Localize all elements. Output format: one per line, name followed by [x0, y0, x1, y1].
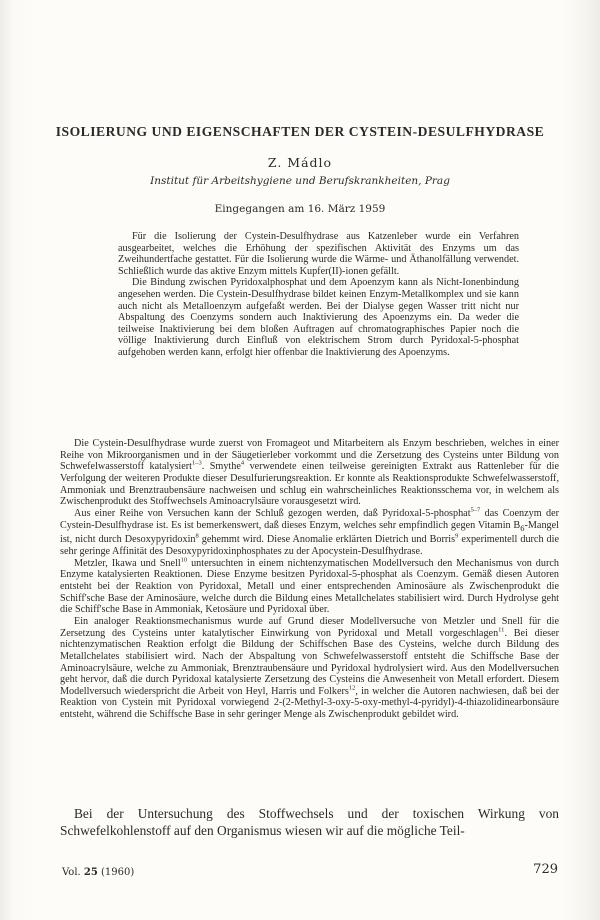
citation: 4 [240, 459, 245, 467]
text-run: gehemmt wird. Diese Anomalie erklärten Dietrich und Borris [198, 534, 456, 546]
body-text [60, 438, 559, 721]
page-number: 729 [533, 862, 558, 877]
text-run: untersuchten in einem nichtenzymatischen Modellversuch den Mechanismus von durch Enzyme katalysierten Reaktionen. Diese Enzyme besitzen Pyridoxal-5-phosphat als Coenzym. Gemäß diesen Autoren entsteht bei der Reaktion von Pyridoxal, Metall und einer entsprechenden Aminosäure als Zwischenprodukt die Schiff'sche Base der Aminosäure, welche durch die Bildung eines Metallchelates stabilisiert wird. Durch Hydrolyse geht die Schiff'sche Base in Ammoniak, Ketosäure und Pyridoxal über. [60, 557, 559, 616]
abstract-paragraph: Die Bindung zwischen Pyridoxalphosphat und dem Apoenzym kann als Nicht-Ionenbindung angesehen werden. Die Cystein-Desulfhydrase bildet keinen Enzym-Metallkomplex und sie kann auch nicht als Metalloenzym aufgefaßt werden. Bei der Dialyse gegen Wasser tritt nicht nur Abspaltung des Coenzyms sondern auch Inaktivierung des Apoenzyms ein. Da weder die teilweise Inaktivierung bei dem bloßen Auftragen auf chromatographisches Papier noch die völlige Inaktivierung durch Einfluß von elektrischem Strom durch Pyridoxal-5-phosphat aufgehoben werden kann, erfolgt hier offenbar die Inaktivierung des Apoenzyms. [118, 277, 519, 358]
text-run: Metzler, Ikawa und Snell [74, 557, 181, 569]
text-run: verwendete einen teilweise gereinigten Extrakt aus Rattenleber für die Verfolgung der weiteren Produkte dieser Desulfurierungsreaktion. Er konnte als Reaktionsprodukte Schwefelwasserstoff, Ammoniak und Brenztraubensäure nachweisen und schlug ein wahrscheinliches Reaktionsschema vor, in welchem als Zwischenprodukt des Stoffwechsels Aminoacrylsäure vorausgesetzt wird. [60, 461, 559, 508]
large-print-paragraph: Bei der Untersuchung des Stoffwechsels und der toxischen Wirkung von Schwefelkohlenstoff auf den Organismus wiesen wir auf die mögliche Teil- [60, 806, 559, 838]
body-paragraph [60, 508, 559, 558]
text-run: Die Cystein-Desulfhydrase wurde zuerst von Fromageot und Mitarbeitern als Enzym beschrieben, welches in einer Reihe von Mikroorganismen und in der Säugetierleber vorkommt und die Zersetzung des Cysteins unter Bildung von Schwefelwasserstoff katalysiert [60, 438, 559, 473]
abstract-paragraph: Für die Isolierung der Cystein-Desulfhydrase aus Katzenleber wurde ein Verfahren ausgearbeitet, welches die Erhöhung der spezifischen Aktivität des Enzyms um das Zweihundertfache gestattet. Für die Isolierung wurde die Wärme- und Äthanolfällung verwendet. Schließlich wurde das aktive Enzym mittels Kupfer(II)-ionen gefällt. [118, 231, 519, 277]
author-name: Z. Mádlo [267, 155, 333, 170]
article-title: ISOLIERUNG UND EIGENSCHAFTEN DER CYSTEIN-DESULFHYDRASE [55, 124, 545, 139]
text-run: das Coenzym der Cystein-Desulfhydrase ist. Es ist bemerkenswert, daß dieses Enzym, welches sehr empfindlich gegen Vitamin B [60, 507, 559, 531]
author-institute: Institut für Arbeitshygiene und Berufskrankheiten, Prag [150, 175, 450, 187]
text-run: , in welcher die Autoren nachwiesen, daß bei der Reaktion von Cystein mit Pyridoxal vorwiegend 2-(2-Methyl-3-oxy-5-oxy-methyl-4-pyridyl)-4-thiazolidinearbonsäure entsteht, während die Schiffsche Base in sehr geringer Menge als Zwischenprodukt gebildet wird. [60, 685, 559, 721]
text-run: Ein analoger Reaktionsmechanismus wurde auf Grund dieser Modellversuche von Metzler und Snell für die Zersetzung des Cysteins unter katalytischer Einwirkung von Pyridoxal und Metall vorgeschlagen [60, 615, 559, 639]
abstract [118, 231, 519, 359]
text-run: . Bei dieser nichtenzymatischen Reaktion erfolgt die Bildung der Schiffschen Base des Cysteins, welche durch Bildung des Metallchelates stabilisiert wird. Nach der Abspaltung von Schwefelwasserstoff entsteht die Schiffsche Base der Aminoacrylsäure, welche zu Ammoniak, Brenztraubensäure und Pyridoxal hydrolysiert wird. Aus den Modellversuchen geht hervor, daß die durch Pyridoxal katalysierte Zersetzung des Cysteins die Anwesenheit von Metall erfordert. Diesem Modellversuch wiederspricht die Arbeit von Heyl, Harris und Folkers [60, 627, 560, 697]
citation: 10 [180, 556, 188, 564]
citation: 5–7 [470, 506, 481, 514]
volume-number: 25 [83, 867, 98, 878]
citation: 9 [455, 532, 459, 540]
text-run: . Smythe [201, 461, 241, 473]
received-date: Eingegangen am 16. März 1959 [214, 203, 386, 215]
text-run: -Mangel ist, nicht durch Desoxypyridoxin [60, 519, 559, 546]
volume-label: Vol. [62, 867, 81, 878]
volume-year: (1960) [101, 867, 135, 878]
citation: 8 [195, 532, 199, 540]
subscript: 6 [520, 522, 525, 533]
body-paragraph [60, 558, 559, 616]
text-run: experimentell durch die sehr geringe Affinität des Desoxypyridoxinphosphates zu der Apocystein-Desulfhydrase. [60, 534, 559, 557]
body-paragraph [60, 616, 559, 721]
body-paragraph [60, 438, 559, 508]
citation: 12 [348, 684, 356, 692]
text-run: Aus einer Reihe von Versuchen kann der Schluß gezogen werden, daß Pyridoxal-5-phosphat [74, 507, 471, 519]
volume-info [62, 867, 134, 878]
citation: 11 [498, 626, 505, 634]
citation: 1–3 [192, 459, 202, 467]
